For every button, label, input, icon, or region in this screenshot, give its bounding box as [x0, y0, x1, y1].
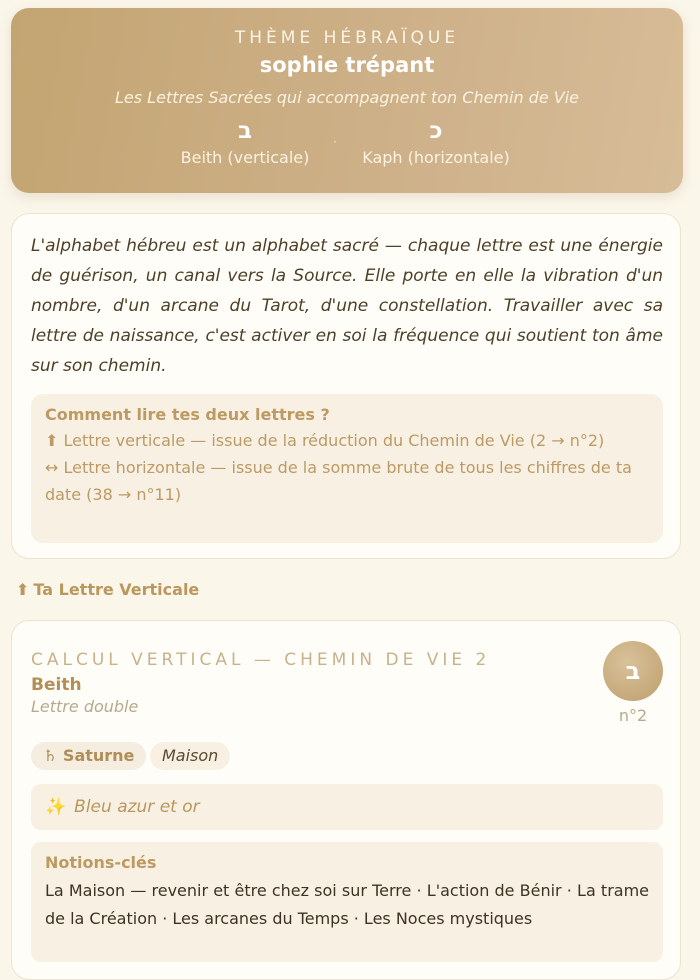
intro-card	[11, 213, 681, 559]
vertical-letter-card	[11, 620, 681, 980]
letter-type: Lettre double	[31, 697, 139, 716]
calculation-title: CALCUL VERTICAL — CHEMIN DE VIE 2	[31, 650, 491, 670]
horizontal-letter-summary	[350, 118, 522, 167]
meaning-tag: Maison	[150, 742, 230, 770]
vertical-letter-label: Beith (verticale)	[180, 148, 310, 167]
letter-number: n°2	[618, 706, 648, 725]
letter-badge: ב	[603, 641, 663, 701]
theme-subtitle: Les Lettres Sacrées qui accompagnent ton Chemin de Vie	[115, 88, 579, 107]
vertical-letter-explanation: ⬆ Lettre verticale — issue de la réduction du Chemin de Vie (2 → n°2)	[45, 431, 605, 450]
how-to-read-box	[31, 394, 663, 543]
key-notions-text: La Maison — revenir et être chez soi sur Terre · L'action de Bénir · La trame de la Création · Les arcanes du Temps · Les Noces mystiques	[45, 881, 649, 928]
user-name: sophie trépant	[259, 53, 435, 77]
key-notions-title: Notions-clés	[45, 853, 157, 872]
horizontal-letter-label: Kaph (horizontale)	[362, 148, 510, 167]
theme-header-banner	[11, 8, 683, 193]
theme-kicker: THÈME HÉBRAÏQUE	[234, 28, 460, 48]
intro-text: L'alphabet hébreu est un alphabet sacré — chaque lettre est une énergie de guérison, un canal vers la Source. Elle porte en elle la vibration d'un nombre, d'un arcane du Tarot, d'une constellation. Travailler avec sa lettre de naissance, c'est activer en soi la fréquence qui soutient ton âme sur son chemin.	[31, 236, 663, 376]
up-arrow-icon: ⬆	[16, 580, 30, 599]
color-text: Bleu azur et or	[74, 797, 200, 817]
beith-glyph: ב	[237, 118, 253, 144]
letter-name: Beith	[31, 675, 82, 695]
how-to-read-title: Comment lire tes deux lettres ?	[45, 405, 330, 424]
color-row	[31, 784, 663, 830]
horizontal-letter-explanation: ↔ Lettre horizontale — issue de la somme brute de tous les chiffres de ta date (38 → n°11)	[45, 458, 632, 504]
letters-separator: ·	[333, 135, 337, 149]
planet-tag: ♄ Saturne	[31, 742, 146, 770]
vertical-letter-section-title	[16, 580, 199, 599]
kaph-glyph: כ	[429, 118, 443, 144]
sparkles-icon: ✨	[45, 797, 67, 817]
key-notions-box	[31, 842, 663, 962]
section-title-text: Ta Lettre Verticale	[33, 580, 200, 599]
vertical-letter-summary	[170, 118, 320, 167]
